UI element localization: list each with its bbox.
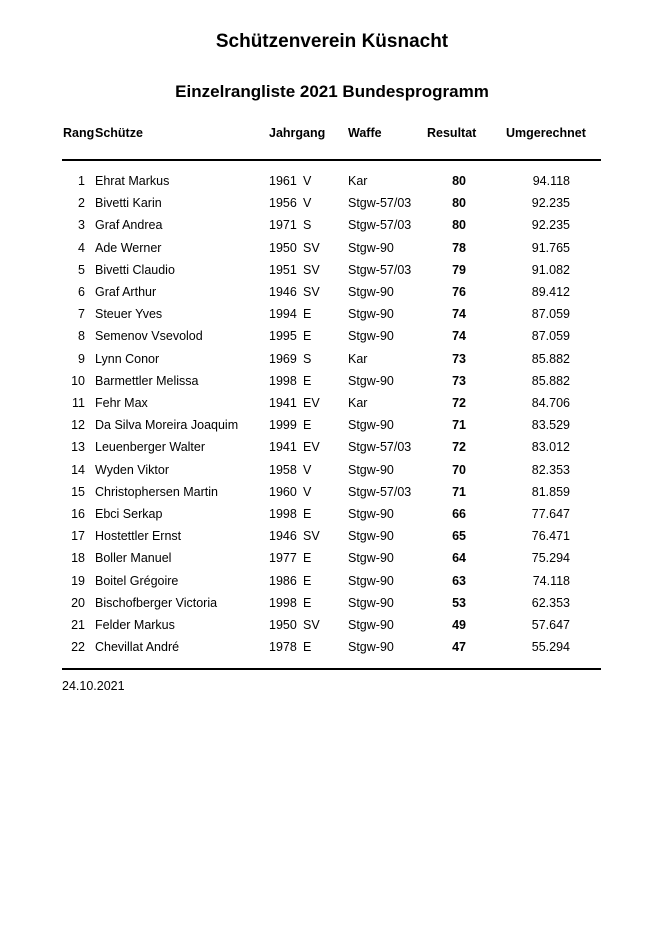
birth-year-cell: 1998 <box>269 373 297 388</box>
weapon-cell: Stgw-90 <box>348 307 394 322</box>
weapon-cell: Kar <box>348 396 368 410</box>
converted-score-cell: 83.012 <box>531 440 570 455</box>
converted-score-cell: 76.471 <box>531 529 570 544</box>
table-row <box>0 507 664 529</box>
result-cell: 72 <box>452 396 466 410</box>
table-row <box>0 352 664 374</box>
result-cell: 80 <box>452 196 466 211</box>
weapon-cell: Stgw-90 <box>348 329 394 344</box>
category-cell: E <box>303 573 312 588</box>
birth-year-cell: 1995 <box>269 329 297 344</box>
birth-year-cell: 1969 <box>269 351 297 366</box>
birth-year-cell: 1950 <box>269 240 297 255</box>
shooter-name-cell: Bivetti Claudio <box>95 262 175 277</box>
converted-score-cell: 81.859 <box>531 484 570 499</box>
rank-cell: 8 <box>78 329 85 344</box>
converted-score-cell: 87.059 <box>531 307 570 322</box>
converted-score-cell: 77.647 <box>531 507 570 521</box>
weapon-cell: Stgw-90 <box>348 373 394 388</box>
birth-year-cell: 1986 <box>269 573 297 588</box>
shooter-name-cell: Hostettler Ernst <box>95 529 182 544</box>
footer-date: 24.10.2021 <box>62 679 125 693</box>
table-row <box>0 396 664 418</box>
table-row <box>0 618 664 640</box>
page-subtitle: Einzelrangliste 2021 Bundesprogramm <box>175 82 489 101</box>
category-cell: E <box>303 640 312 655</box>
converted-score-cell: 83.529 <box>531 418 570 433</box>
table-row <box>0 529 664 551</box>
converted-score-cell: 87.059 <box>531 329 570 344</box>
header-jahrgang: Jahrgang <box>269 126 326 140</box>
converted-score-cell: 92.235 <box>531 196 570 211</box>
table-row <box>0 307 664 329</box>
rank-cell: 18 <box>71 551 85 566</box>
weapon-cell: Stgw-90 <box>348 462 394 477</box>
shooter-name-cell: Graf Arthur <box>95 285 157 299</box>
shooter-name-cell: Ebci Serkap <box>95 507 163 521</box>
category-cell: V <box>303 462 312 477</box>
converted-score-cell: 75.294 <box>531 551 570 566</box>
footer-divider <box>62 668 601 670</box>
shooter-name-cell: Semenov Vsevolod <box>95 329 203 344</box>
result-cell: 63 <box>452 573 466 588</box>
shooter-name-cell: Da Silva Moreira Joaquim <box>95 418 239 433</box>
table-row <box>0 418 664 440</box>
shooter-name-cell: Chevillat André <box>95 640 180 655</box>
rank-cell: 9 <box>78 351 85 366</box>
result-cell: 66 <box>452 507 466 521</box>
weapon-cell: Stgw-90 <box>348 618 394 632</box>
weapon-cell: Stgw-90 <box>348 285 394 299</box>
result-cell: 71 <box>452 418 466 433</box>
rank-cell: 22 <box>71 640 85 655</box>
page-title: Schützenverein Küsnacht <box>215 31 449 52</box>
table-row <box>0 485 664 507</box>
category-cell: E <box>303 551 312 566</box>
birth-year-cell: 1941 <box>269 440 297 455</box>
category-cell: S <box>303 351 312 366</box>
shooter-name-cell: Felder Markus <box>95 618 175 632</box>
category-cell: E <box>303 307 312 322</box>
converted-score-cell: 74.118 <box>532 573 570 588</box>
result-cell: 64 <box>452 551 466 566</box>
rank-cell: 20 <box>71 595 85 610</box>
category-cell: E <box>303 418 312 433</box>
table-row <box>0 374 664 396</box>
converted-score-cell: 89.412 <box>531 285 570 299</box>
category-cell: SV <box>303 618 320 632</box>
category-cell: SV <box>303 529 320 544</box>
category-cell: E <box>303 595 312 610</box>
rank-cell: 14 <box>71 462 85 477</box>
rank-cell: 2 <box>78 196 85 211</box>
shooter-name-cell: Ade Werner <box>95 240 162 255</box>
result-cell: 73 <box>452 373 466 388</box>
category-cell: SV <box>303 240 320 255</box>
birth-year-cell: 1946 <box>269 285 297 299</box>
result-cell: 79 <box>452 262 466 277</box>
weapon-cell: Kar <box>348 351 368 366</box>
rank-cell: 1 <box>78 174 85 188</box>
result-cell: 49 <box>452 618 466 632</box>
result-cell: 65 <box>452 529 466 544</box>
birth-year-cell: 1950 <box>269 618 297 632</box>
table-row <box>0 174 664 196</box>
converted-score-cell: 92.235 <box>531 218 570 233</box>
converted-score-cell: 84.706 <box>531 396 570 410</box>
category-cell: V <box>303 174 312 188</box>
header-waffe: Waffe <box>348 126 382 140</box>
table-row <box>0 329 664 351</box>
birth-year-cell: 1994 <box>269 307 297 322</box>
birth-year-cell: 1941 <box>269 396 297 410</box>
table-row <box>0 640 664 662</box>
rank-cell: 13 <box>71 440 85 455</box>
converted-score-cell: 91.082 <box>531 262 570 277</box>
category-cell: E <box>303 373 312 388</box>
weapon-cell: Stgw-90 <box>348 573 394 588</box>
birth-year-cell: 1951 <box>269 262 297 277</box>
birth-year-cell: 1956 <box>269 196 297 211</box>
rank-cell: 11 <box>72 396 85 410</box>
shooter-name-cell: Bivetti Karin <box>95 196 162 211</box>
table-row <box>0 263 664 285</box>
birth-year-cell: 1977 <box>269 551 297 566</box>
weapon-cell: Stgw-57/03 <box>348 262 412 277</box>
rank-cell: 4 <box>78 240 85 255</box>
result-cell: 80 <box>452 174 466 188</box>
converted-score-cell: 85.882 <box>531 373 570 388</box>
table-row <box>0 463 664 485</box>
result-cell: 74 <box>452 329 466 344</box>
rank-cell: 21 <box>71 618 85 632</box>
weapon-cell: Stgw-90 <box>348 551 394 566</box>
header-schuetze: Schütze <box>95 126 143 140</box>
table-row <box>0 574 664 596</box>
header-rang: Rang <box>63 126 95 140</box>
header-umgerechnet: Umgerechnet <box>506 126 586 140</box>
table-row <box>0 241 664 263</box>
birth-year-cell: 1971 <box>269 218 297 233</box>
category-cell: E <box>303 507 312 521</box>
category-cell: SV <box>303 285 320 299</box>
weapon-cell: Stgw-57/03 <box>348 440 412 455</box>
category-cell: V <box>303 484 312 499</box>
shooter-name-cell: Leuenberger Walter <box>95 440 206 455</box>
table-row <box>0 196 664 218</box>
weapon-cell: Kar <box>348 174 368 188</box>
converted-score-cell: 82.353 <box>531 462 570 477</box>
weapon-cell: Stgw-57/03 <box>348 196 412 211</box>
result-cell: 78 <box>452 240 466 255</box>
result-cell: 72 <box>452 440 466 455</box>
birth-year-cell: 1946 <box>269 529 297 544</box>
category-cell: S <box>303 218 312 233</box>
shooter-name-cell: Boitel Grégoire <box>95 573 179 588</box>
category-cell: EV <box>303 440 320 455</box>
table-row <box>0 285 664 307</box>
converted-score-cell: 62.353 <box>531 595 570 610</box>
shooter-name-cell: Christophersen Martin <box>95 484 218 499</box>
converted-score-cell: 85.882 <box>531 351 570 366</box>
birth-year-cell: 1958 <box>269 462 297 477</box>
shooter-name-cell: Graf Andrea <box>95 218 163 233</box>
category-cell: V <box>303 196 312 211</box>
converted-score-cell: 91.765 <box>531 240 570 255</box>
rank-cell: 3 <box>78 218 85 233</box>
rank-cell: 19 <box>71 573 85 588</box>
converted-score-cell: 94.118 <box>532 174 570 188</box>
shooter-name-cell: Steuer Yves <box>95 307 163 322</box>
birth-year-cell: 1998 <box>269 595 297 610</box>
category-cell: E <box>303 329 312 344</box>
table-row <box>0 596 664 618</box>
weapon-cell: Stgw-90 <box>348 595 394 610</box>
shooter-name-cell: Fehr Max <box>95 396 148 410</box>
rank-cell: 5 <box>78 262 85 277</box>
weapon-cell: Stgw-90 <box>348 240 394 255</box>
result-cell: 71 <box>452 484 466 499</box>
rank-cell: 7 <box>78 307 85 322</box>
weapon-cell: Stgw-57/03 <box>348 484 412 499</box>
weapon-cell: Stgw-57/03 <box>348 218 412 233</box>
header-resultat: Resultat <box>427 126 477 140</box>
result-cell: 73 <box>452 351 466 366</box>
result-cell: 76 <box>452 285 466 299</box>
rank-cell: 15 <box>71 484 85 499</box>
result-cell: 53 <box>452 595 466 610</box>
rank-cell: 16 <box>71 507 85 521</box>
shooter-name-cell: Lynn Conor <box>95 351 160 366</box>
shooter-name-cell: Ehrat Markus <box>95 174 170 188</box>
weapon-cell: Stgw-90 <box>348 640 394 655</box>
converted-score-cell: 57.647 <box>531 618 570 632</box>
shooter-name-cell: Barmettler Melissa <box>95 373 199 388</box>
weapon-cell: Stgw-90 <box>348 529 394 544</box>
table-row <box>0 440 664 462</box>
weapon-cell: Stgw-90 <box>348 418 394 433</box>
table-row <box>0 218 664 240</box>
rank-cell: 17 <box>71 529 85 544</box>
shooter-name-cell: Wyden Viktor <box>95 462 169 477</box>
result-cell: 47 <box>452 640 466 655</box>
result-cell: 74 <box>452 307 466 322</box>
shooter-name-cell: Boller Manuel <box>95 551 172 566</box>
result-cell: 80 <box>452 218 466 233</box>
result-cell: 70 <box>452 462 466 477</box>
birth-year-cell: 1978 <box>269 640 297 655</box>
converted-score-cell: 55.294 <box>531 640 570 655</box>
category-cell: SV <box>303 262 320 277</box>
category-cell: EV <box>303 396 320 410</box>
rank-cell: 10 <box>71 373 85 388</box>
table-row <box>0 551 664 573</box>
birth-year-cell: 1960 <box>269 484 297 499</box>
weapon-cell: Stgw-90 <box>348 507 394 521</box>
birth-year-cell: 1999 <box>269 418 297 433</box>
rank-cell: 6 <box>78 285 85 299</box>
birth-year-cell: 1961 <box>269 174 297 188</box>
shooter-name-cell: Bischofberger Victoria <box>95 595 218 610</box>
birth-year-cell: 1998 <box>269 507 297 521</box>
header-divider <box>62 159 601 161</box>
rank-cell: 12 <box>71 418 85 433</box>
